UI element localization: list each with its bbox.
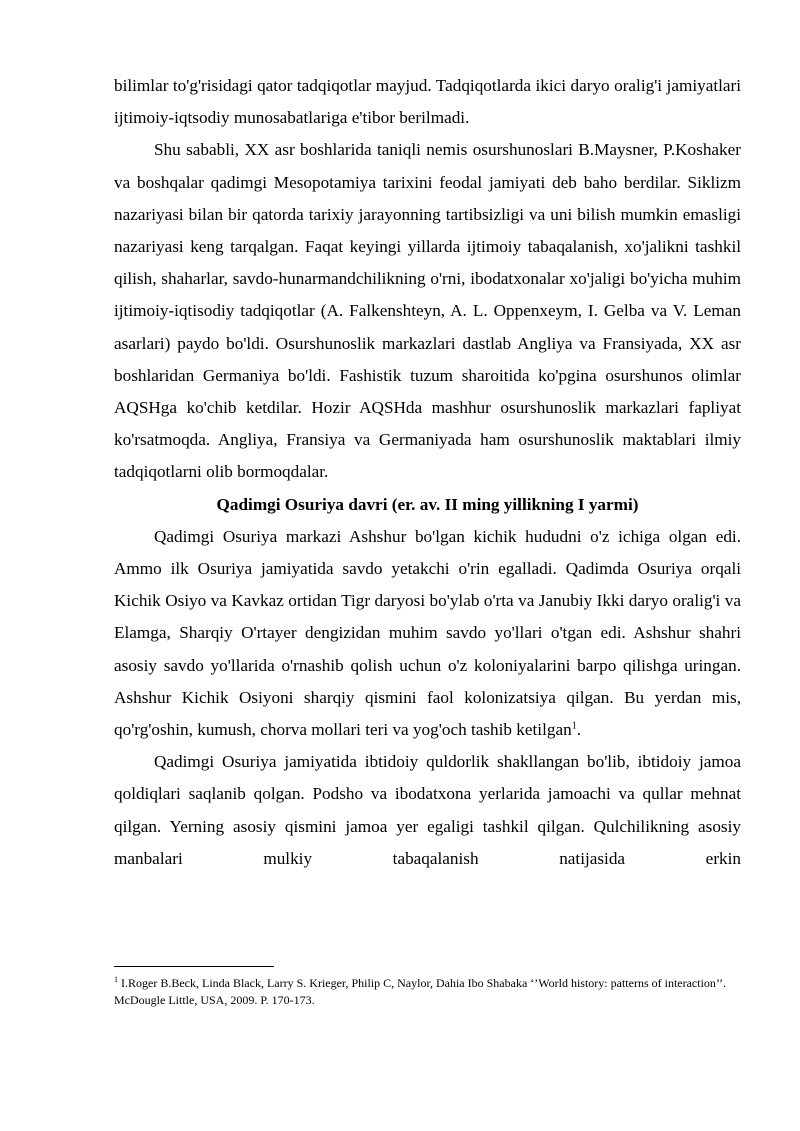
footnote	[114, 975, 741, 1009]
paragraph-3-end: .	[576, 720, 581, 740]
footnote-separator	[114, 966, 274, 967]
footnote-text: I.Roger B.Beck, Linda Black, Larry S. Krieger, Philip C, Naylor, Dahia Ibo Shabaka ‘’World history: patterns of interaction’’. McDougle Little, USA, 2009. P. 170-173.	[114, 976, 727, 1007]
document-page	[114, 70, 741, 875]
section-heading: Qadimgi Osuriya davri (er. av. II ming yillikning I yarmi)	[216, 494, 639, 514]
paragraph-2: Shu sababli, XX asr boshlarida taniqli nemis osurshunoslari B.Maysner, P.Koshaker va boshqalar qadimgi Mesopotamiya tarixini feodal jamiyati deb baho berdilar. Siklizm nazariyasi bilan bir qatorda tarixiy jarayonning tartibsizligi va uni bilish mumkin emasligi nazariyasi keng tarqalgan. Faqat keyingi yillarda ijtimoiy tabaqalanish, xo'jalikni tashkil qilish, shaharlar, savdo-hunarmandchilikning o'rni, ibodatxonalar xo'jaligi bo'yicha muhim ijtimoiy-iqtisodiy tadqiqotlar (A. Falkenshteyn, A. L. Oppenxeym, I. Gelba va V. Leman asarlari) paydo bo'ldi. Osurshunoslik markazlari dastlab Angliya va Fransiyada, XX asr boshlaridan Germaniya bo'ldi. Fashistik tuzum sharoitida ko'pgina osurshunos olimlar AQSHga ko'chib ketdilar. Hozir AQSHda mashhur osurshunoslik markazlari fapliyat ko'rsatmoqda. Angliya, Fransiya va Germaniyada ham osurshunoslik maktablari ilmiy tadqiqotlarni olib bormoqdalar.	[114, 140, 741, 482]
footnote-mark: 1	[114, 975, 118, 984]
footnote-reference[interactable]: 1	[571, 720, 577, 732]
paragraph-4: Qadimgi Osuriya jamiyatida ibtidoiy quldorlik shakllangan bo'lib, ibtidoiy jamoa qoldiqlari saqlanib qolgan. Podsho va ibodatxona yerlarida jamoachi va qullar mehnat qilgan. Yerning asosiy qismini jamoa yer egaligi tashkil qilgan. Qulchilikning asosiy manbalari mulkiy tabaqalanish natijasida erkin	[114, 752, 741, 868]
paragraph-1: bilimlar to'g'risidagi qator tadqiqotlar mayjud. Tadqiqotlarda ikici daryo oralig'i jamiyatlari ijtimoiy-iqtsodiy munosabatlariga e'tibor berilmadi.	[114, 76, 741, 128]
paragraph-3-text: Qadimgi Osuriya markazi Ashshur bo'lgan kichik hududni o'z ichiga olgan edi. Ammo ilk Osuriya jamiyatida savdo yetakchi o'rin egalladi. Qadimda Osuriya orqali Kichik Osiyo va Kavkaz ortidan Tigr daryosi bo'ylab o'rta va Janubiy Ikki daryo oralig'i va Elamga, Sharqiy O'rtayer dengizidan muhim savdo yo'llari o'tgan edi. Ashshur shahri asosiy savdo yo'llarida o'rnashib qolish uchun o'z koloniyalarini barpo qilishga uringan. Ashshur Kichik Osiyoni sharqiy qismini faol kolonizatsiya qilgan. Bu yerdan mis, qo'rg'oshin, kumush, chorva mollari teri va yog'och tashib ketilgan	[114, 526, 741, 740]
paragraph-3	[114, 521, 741, 746]
